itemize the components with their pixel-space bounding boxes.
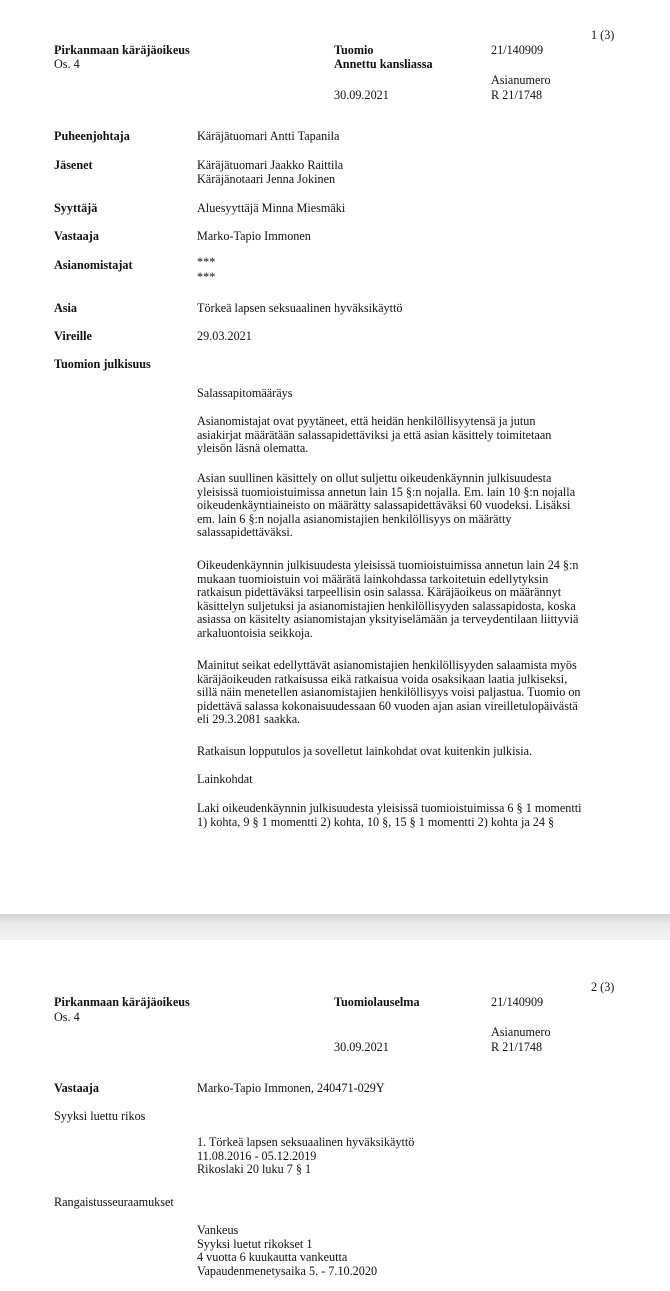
- members-value-2: Käräjänotaari Jenna Jokinen: [197, 172, 336, 186]
- members-label: Jäsenet: [54, 158, 93, 172]
- plaintiffs-label: Asianomistajat: [54, 258, 133, 272]
- paragraph-line: sillä näin menetellen asianomistajien henkilöllisyys voisi paljastua. Tuomio on: [197, 685, 581, 700]
- paragraph-line: arkaluontoisia seikkoja.: [197, 625, 313, 640]
- paragraph-3: [197, 559, 627, 641]
- defendant-label: Vastaaja: [54, 1081, 99, 1095]
- paragraph-line: 1) kohta, 9 § 1 momentti 2) kohta, 10 §, 15 § 1 momentti 2) kohta ja 24 §: [197, 814, 555, 829]
- charge-line: Rikoslaki 20 luku 7 § 1: [197, 1162, 312, 1177]
- paragraph-line: Asianomistajat ovat pyytäneet, että heidän henkilöllisyytensä ja jutun: [197, 414, 536, 428]
- paragraph-line: Laki oikeudenkäynnin julkisuudesta yleisissä tuomioistuimissa 6 § 1 momentti: [197, 801, 582, 815]
- secrecy-heading: Salassapitomääräys: [197, 386, 293, 400]
- paragraph-line: asiakirjat määrätään salassapidettäviksi ja että asian käsittely toimitetaan: [197, 427, 552, 442]
- paragraph-line: em. lain 6 §:n nojalla asianomistajien henkilöllisyys on määrätty: [197, 511, 512, 526]
- paragraph-2: [197, 472, 627, 540]
- case-number: R 21/1748: [491, 88, 543, 102]
- document-type: Tuomiolauselma: [334, 995, 420, 1009]
- case-number: R 21/1748: [491, 1040, 543, 1054]
- pending-value: 29.03.2021: [197, 329, 252, 343]
- document-number: 21/140909: [491, 995, 544, 1009]
- paragraph-line: pidettävä salassa kokonaisuudessaan 60 vuoden ajan asian vireilletulopäivästä: [197, 698, 578, 713]
- document-page-2: [0, 940, 670, 1291]
- document-date: 30.09.2021: [334, 1040, 389, 1054]
- sanction-details: [197, 1224, 627, 1278]
- court-name: Pirkanmaan käräjäoikeus: [54, 995, 190, 1009]
- sanction-line: 4 vuotta 6 kuukautta vankeutta: [197, 1250, 348, 1265]
- publicity-label: Tuomion julkisuus: [54, 357, 151, 371]
- chair-label: Puheenjohtaja: [54, 129, 130, 143]
- paragraph-line: Oikeudenkäynnin julkisuudesta yleisissä tuomioistuimissa annetun lain 24 §:n: [197, 558, 579, 572]
- defendant-value: Marko-Tapio Immonen, 240471-029Y: [197, 1081, 385, 1095]
- matter-value: Törkeä lapsen seksuaalinen hyväksikäyttö: [197, 301, 403, 315]
- court-department: Os. 4: [54, 57, 80, 71]
- paragraph-line: käsittelyn suljetuksi ja asianomistajien henkilöllisyyden salassapidosta, koska: [197, 598, 576, 613]
- charge-details: [197, 1136, 627, 1177]
- paragraph-1: [197, 415, 627, 456]
- document-number: 21/140909: [491, 43, 544, 57]
- paragraph-line: käräjäoikeuden ratkaisussa eikä ratkaisua voida osaksikaan laatia julkiseksi,: [197, 671, 568, 686]
- case-number-label: Asianumero: [491, 1025, 551, 1039]
- court-name: Pirkanmaan käräjäoikeus: [54, 43, 190, 57]
- prosecutor-value: Aluesyyttäjä Minna Miesmäki: [197, 201, 346, 215]
- paragraph-line: asiassa on käsitelty asianomistajan yksityiselämään ja terveydentilaan liittyviä: [197, 612, 579, 627]
- pending-label: Vireille: [54, 329, 92, 343]
- law-heading: Lainkohdat: [197, 772, 253, 786]
- case-number-label: Asianumero: [491, 73, 551, 87]
- chair-value: Käräjätuomari Antti Tapanila: [197, 129, 340, 143]
- page-number: 2 (3): [591, 980, 615, 994]
- defendant-label: Vastaaja: [54, 229, 99, 243]
- charge-line: 1. Törkeä lapsen seksuaalinen hyväksikäyttö: [197, 1135, 415, 1149]
- charge-line: 11.08.2016 - 05.12.2019: [197, 1148, 317, 1163]
- paragraph-line: Ratkaisun lopputulos ja sovelletut lainkohdat ovat kuitenkin julkisia.: [197, 744, 533, 758]
- charge-label: Syyksi luettu rikos: [54, 1109, 146, 1123]
- sanctions-label: Rangaistusseuraamukset: [54, 1195, 174, 1209]
- paragraph-line: yleisissä tuomioistuimissa annetun lain 15 §:n nojalla. Em. lain 10 §:n nojalla: [197, 484, 576, 499]
- paragraph-line: salassapidettäväksi.: [197, 525, 293, 540]
- paragraph-5: [197, 745, 627, 759]
- paragraph-line: eli 29.3.2081 saakka.: [197, 712, 301, 727]
- document-type: Tuomio: [334, 43, 374, 57]
- prosecutor-label: Syyttäjä: [54, 201, 98, 215]
- paragraph-line: mukaan tuomioistuin voi määrätä lainkohdassa tarkoitetuin edellytyksin: [197, 571, 549, 586]
- paragraph-line: Asian suullinen käsittely on ollut suljettu oikeudenkäynnin julkisuudesta: [197, 471, 552, 485]
- paragraph-line: yleisön läsnä olematta.: [197, 441, 309, 456]
- members-value-1: Käräjätuomari Jaakko Raittila: [197, 158, 344, 172]
- defendant-value: Marko-Tapio Immonen: [197, 229, 311, 243]
- paragraph-line: ratkaisun pidettäväksi tarpeellisin osin salassa. Käräjäoikeus on määrännyt: [197, 585, 562, 600]
- sanction-line: Vankeus: [197, 1223, 239, 1237]
- paragraph-line: oikeudenkäyntiaineisto on määrätty salassapidettäväksi 60 vuodeksi. Lisäksi: [197, 498, 571, 513]
- law-text: [197, 802, 627, 829]
- matter-label: Asia: [54, 301, 78, 315]
- document-subtype: Annettu kansliassa: [334, 57, 433, 71]
- page-separator: [0, 914, 670, 940]
- document-date: 30.09.2021: [334, 88, 389, 102]
- sanction-line: Syyksi luetut rikokset 1: [197, 1236, 313, 1251]
- paragraph-line: Mainitut seikat edellyttävät asianomistajien henkilöllisyyden salaamista myös: [197, 658, 577, 672]
- sanction-line: Vapaudenmenetysaika 5. - 7.10.2020: [197, 1263, 378, 1278]
- plaintiffs-value-1: ***: [197, 255, 216, 269]
- plaintiffs-value-2: ***: [197, 270, 216, 284]
- court-department: Os. 4: [54, 1010, 80, 1024]
- page-number: 1 (3): [591, 28, 615, 42]
- paragraph-4: [197, 659, 627, 727]
